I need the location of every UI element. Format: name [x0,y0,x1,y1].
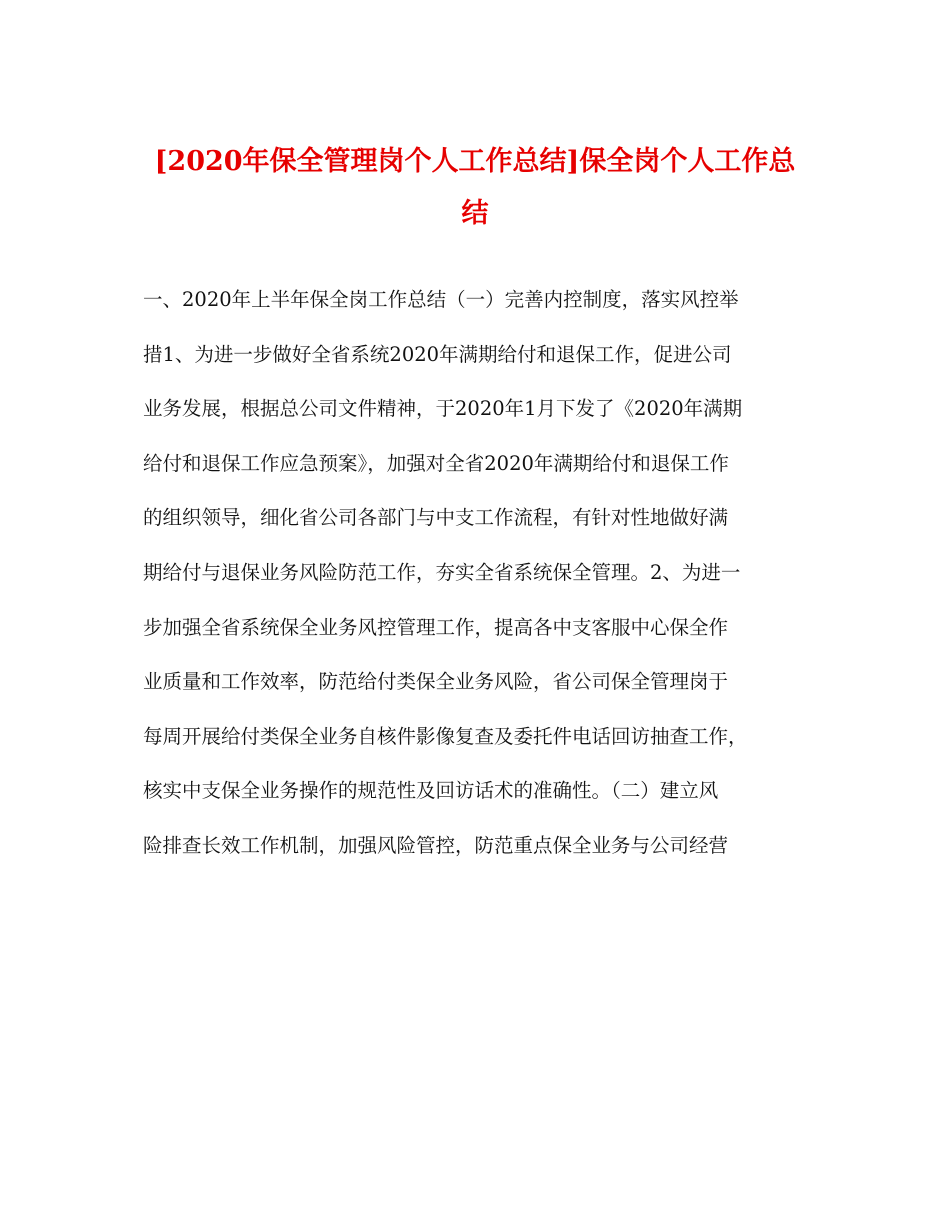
body-line: 核实中支保全业务操作的规范性及回访话术的准确性。（二）建立风 [143,779,719,803]
body-line: 险排查长效工作机制，加强风险管控，防范重点保全业务与公司经营 [143,833,729,857]
body-line: 每周开展给付类保全业务自核件影像复查及委托件电话回访抽查工作， [143,724,748,748]
body-line: 业质量和工作效率，防范给付类保全业务风险，省公司保全管理岗于 [143,670,729,694]
body-line: 措1、为进一步做好全省系统2020年满期给付和退保工作，促进公司 [143,342,732,366]
body-line: 一、2020年上半年保全岗工作总结（一）完善内控制度，落实风控举 [143,288,739,311]
body-line: 的组织领导，细化省公司各部门与中支工作流程，有针对性地做好满 [143,506,729,530]
document-body [143,283,813,884]
document-title [120,136,830,240]
body-line: 业务发展，根据总公司文件精神，于2020年1月下发了《2020年满期 [143,397,743,421]
title-line: 结 [461,198,489,229]
body-line: 步加强全省系统保全业务风控管理工作，提高各中支客服中心保全作 [143,615,729,639]
body-line: 期给付与退保业务风险防范工作，夯实全省系统保全管理。2、为进一 [143,560,741,584]
title-line: [2020年保全管理岗个人工作总结]保全岗个人工作总 [154,146,796,177]
body-line: 给付和退保工作应急预案》，加强对全省2020年满期给付和退保工作 [143,451,729,475]
